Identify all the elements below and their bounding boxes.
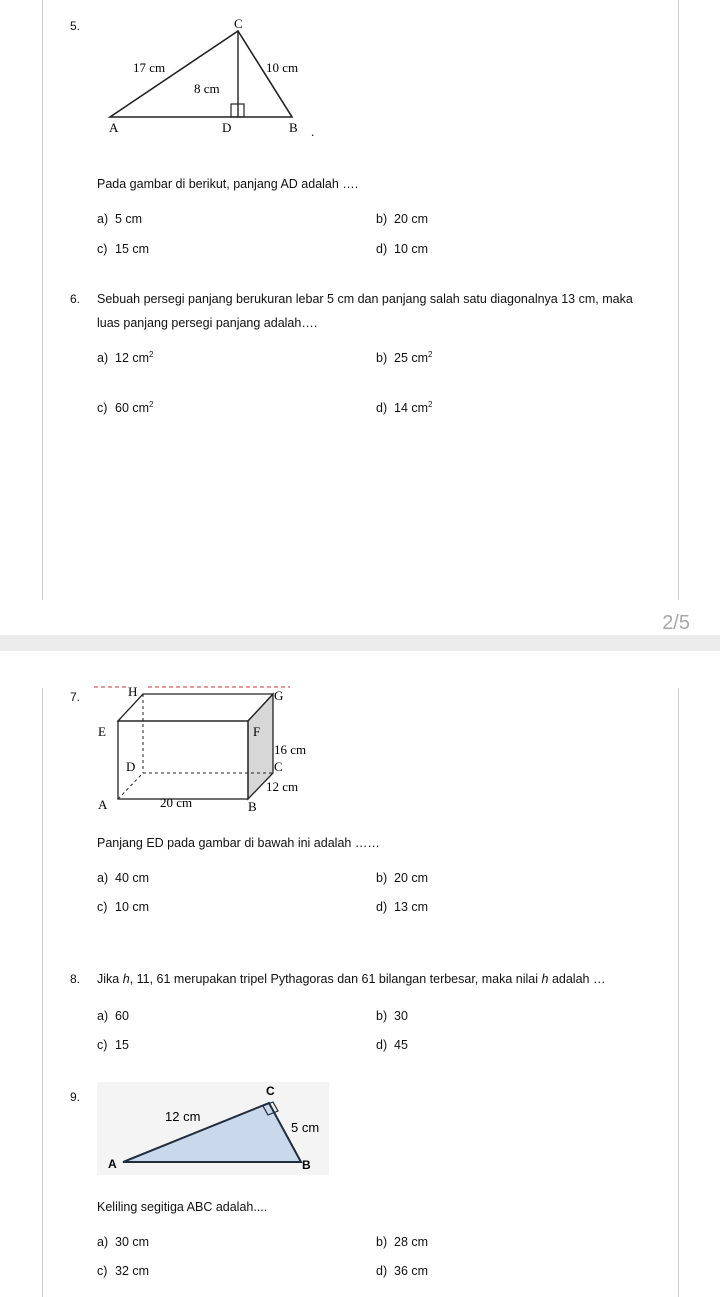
q6-option-b[interactable]: b) 25 $cm^2$: [376, 350, 433, 366]
q8-question: Jika h, 11, 61 merupakan tripel Pythagoras dan 61 bilangan terbesar, maka nilai h adalah …: [97, 972, 606, 986]
q7-label-b: B: [248, 799, 257, 814]
q9-label-leg: 5 cm: [291, 1120, 320, 1135]
q7-label-width: 12 cm: [266, 779, 299, 794]
q5-triangle-figure: [100, 14, 330, 139]
q7-label-e: E: [98, 724, 106, 739]
q7-number: 7.: [70, 690, 81, 704]
q7-option-a[interactable]: a) 40 cm: [97, 871, 150, 885]
q5-label-cd: 8 cm: [194, 81, 220, 96]
q7-label-len: 20 cm: [160, 795, 193, 810]
q6-number: 6.: [70, 292, 81, 306]
q6-option-d[interactable]: d) 14 $cm^2$: [376, 400, 433, 416]
q8-option-d[interactable]: d) 45: [376, 1038, 408, 1052]
q9-label-a: A: [108, 1157, 117, 1171]
page-left-border-2: [42, 688, 43, 1297]
q5-label-b: B: [289, 120, 298, 135]
q9-number: 9.: [70, 1090, 81, 1104]
q5-number: 5.: [70, 19, 81, 33]
q7-option-b[interactable]: b) 20 cm: [376, 871, 429, 885]
q5-option-c[interactable]: c) 15 cm: [97, 242, 150, 256]
q5-label-a: A: [109, 120, 119, 135]
q7-cuboid-figure: [90, 680, 330, 815]
q7-label-c: C: [274, 759, 283, 774]
page-separator: [0, 635, 720, 651]
q7-label-g: G: [274, 688, 284, 703]
page-left-border: [42, 0, 43, 600]
q7-label-h: H: [128, 684, 138, 699]
q5-label-cb: 10 cm: [266, 60, 299, 75]
page-right-border: [678, 0, 679, 600]
q9-option-c[interactable]: c) 32 cm: [97, 1264, 150, 1278]
q8-option-a[interactable]: a) 60: [97, 1009, 129, 1023]
q9-option-a[interactable]: a) 30 cm: [97, 1235, 150, 1249]
q7-option-c[interactable]: c) 10 cm: [97, 900, 150, 914]
q9-label-c: C: [266, 1084, 275, 1098]
q9-label-hyp: 12 cm: [165, 1109, 201, 1124]
q8-number: 8.: [70, 972, 81, 986]
q5-option-a[interactable]: a) 5 cm: [97, 212, 143, 226]
q6-question-line2: luas panjang persegi panjang adalah….: [97, 316, 318, 330]
q9-question: Keliling segitiga ABC adalah....: [97, 1200, 268, 1214]
q6-question-line1: Sebuah persegi panjang berukuran lebar 5 cm dan panjang salah satu diagonalnya 13 cm, maka: [97, 292, 633, 306]
page-indicator: 2/5: [662, 612, 690, 634]
q5-option-b[interactable]: b) 20 cm: [376, 212, 429, 226]
page-right-border-2: [678, 688, 679, 1297]
q9-label-b: B: [302, 1158, 311, 1172]
q9-triangle-figure: [97, 1082, 329, 1175]
q5-question: Pada gambar di berikut, panjang AD adalah ….: [97, 177, 359, 191]
q6-option-c[interactable]: c) 60 $cm^2$: [97, 400, 154, 416]
q7-label-a: A: [98, 797, 108, 812]
q5-label-dot: .: [311, 124, 315, 139]
q6-option-a[interactable]: a) 12 $cm^2$: [97, 350, 154, 366]
q7-label-d: D: [126, 759, 136, 774]
q7-label-f: F: [253, 724, 261, 739]
q5-option-d[interactable]: d) 10 cm: [376, 242, 429, 256]
q5-label-c: C: [234, 16, 243, 31]
q7-question: Panjang ED pada gambar di bawah ini adalah ……: [97, 836, 380, 850]
q8-option-c[interactable]: c) 15: [97, 1038, 129, 1052]
q9-option-d[interactable]: d) 36 cm: [376, 1264, 429, 1278]
q8-option-b[interactable]: b) 30: [376, 1009, 408, 1023]
q5-label-ac: 17 cm: [133, 60, 166, 75]
q7-label-height: 16 cm: [274, 742, 307, 757]
q7-option-d[interactable]: d) 13 cm: [376, 900, 429, 914]
q9-option-b[interactable]: b) 28 cm: [376, 1235, 429, 1249]
q5-label-d: D: [222, 120, 232, 135]
